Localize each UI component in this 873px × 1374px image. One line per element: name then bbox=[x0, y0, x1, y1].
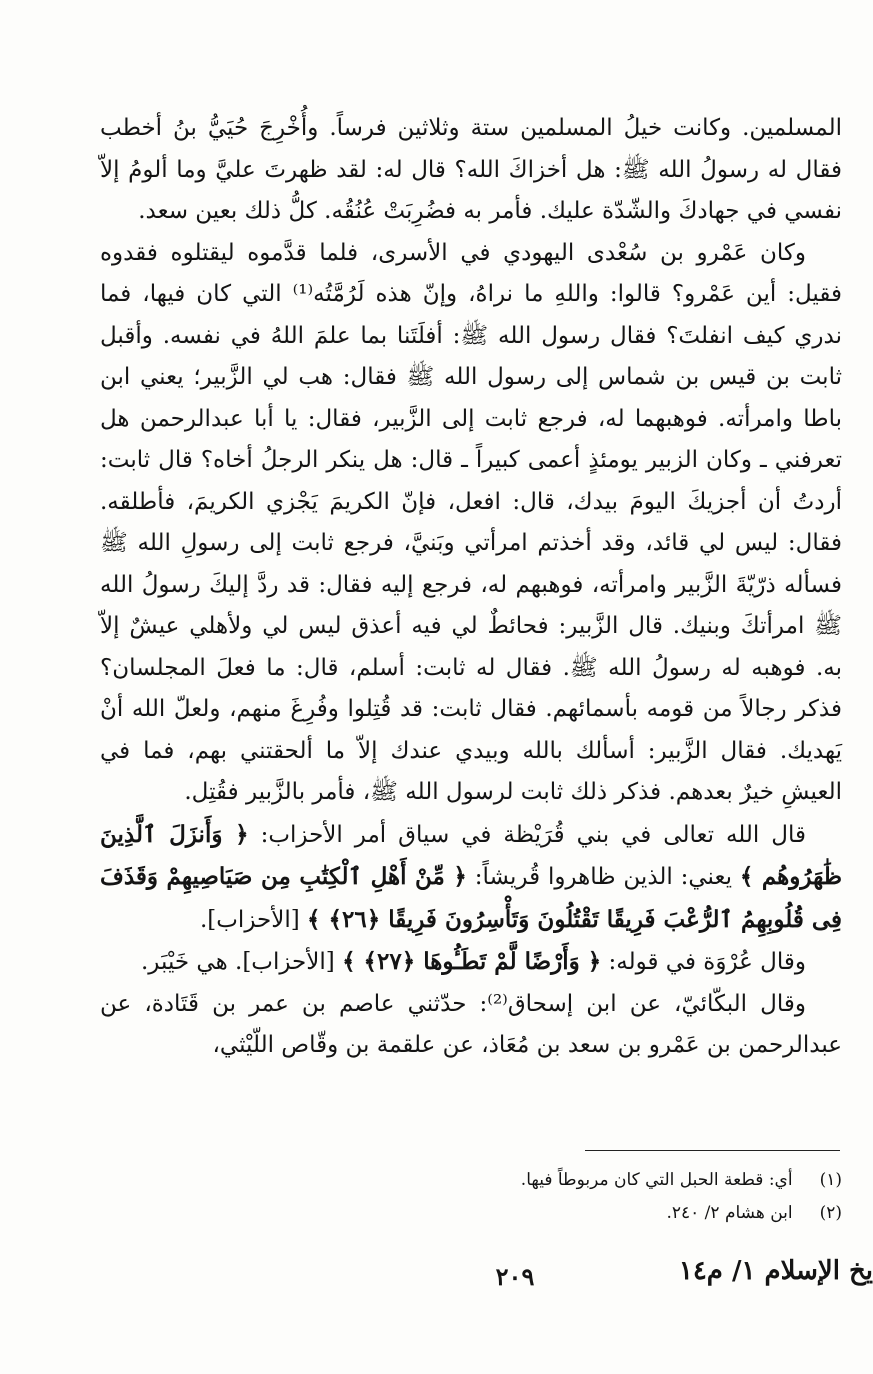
quran-ref: [الأحزاب]. bbox=[200, 906, 300, 933]
paragraph-huyayy: المسلمين. وكانت خيلُ المسلمين ستة وثلاثين فرساً. وأُخْرِجَ حُيَيُّ بنُ أخطب فقال له رسولُ الله ﷺ: هل أخزاكَ الله؟ قال له: لقد ظهرتَ عليَّ وما ألومُ إلاّ نفسي في جهادكَ والشّدّة عليك. فأمر به فضُرِبَتْ عُنُقُه. كلُّ ذلك بعين سعد. bbox=[100, 115, 842, 224]
footnote-divider bbox=[585, 1150, 840, 1151]
footnote-1-text: أي: قطعة الحبل التي كان مربوطاً فيها. bbox=[520, 1170, 793, 1190]
urwa-verse: ﴿ وَأَرْضًا لَّمْ تَطَـُٔوهَا ﴿٢٧﴾ ﴾ bbox=[342, 948, 602, 975]
main-text bbox=[100, 108, 842, 1067]
urwa-ref: [الأحزاب]. هي خَيْبَر. bbox=[141, 949, 335, 975]
paragraph-urwa bbox=[100, 941, 842, 984]
book-signature: يخ الإسلام ١/ م١٤ bbox=[678, 1256, 873, 1286]
footnote-2 bbox=[250, 1197, 842, 1230]
page-number: ٢٠٩ bbox=[495, 1262, 535, 1291]
footnote-1-number: (١) bbox=[819, 1170, 842, 1190]
paragraph-quran-qurayza bbox=[100, 814, 842, 942]
quran-verse-1: ﴿ وَأَنزَلَ ٱلَّذِينَ ظَٰهَرُوهُم ﴾ bbox=[100, 820, 842, 890]
footnote-1 bbox=[250, 1164, 842, 1197]
quran-verse-2: ﴿ مِّنْ أَهْلِ ٱلْكِتَٰبِ مِن صَيَاصِيهِمْ وَقَذَفَ فِى قُلُوبِهِمُ ٱلرُّعْبَ فَرِيقًا تَقْتُلُونَ وَتَأْسِرُونَ فَرِيقًا ﴿٢٦﴾ ﴾ bbox=[100, 863, 842, 933]
footnote-2-text: ابن هشام ٢/ ٢٤٠. bbox=[666, 1203, 793, 1223]
quran-middle: يعني: الذين ظاهروا قُريشاً: bbox=[474, 864, 732, 890]
paragraph-bakkai: وقال البكّائيّ، عن ابن إسحاق⁽²⁾: حدّثني عاصم بن عمر بن قَتَادة، عن عبدالرحمن بن عَمْرو بن سعد بن مُعَاذ، عن علقمة بن وقّاص اللّيْثي، bbox=[100, 990, 842, 1058]
footnote-2-number: (٢) bbox=[819, 1203, 842, 1223]
quran-intro: قال الله تعالى في بني قُرَيْظة في سياق أمر الأحزاب: bbox=[260, 821, 806, 848]
urwa-intro: وقال عُرْوَة في قوله: bbox=[608, 949, 806, 975]
footnotes bbox=[250, 1164, 842, 1230]
paragraph-amr-and-zabir: وكان عَمْرو بن سُعْدى اليهودي في الأسرى، فلما قدَّموه ليقتلوه فقدوه فقيل: أين عَمْرو؟ قالوا: واللهِ ما نراهُ، وإنّ هذه لَرُمَّتُه⁽¹⁾ التي كان فيها، فما ندري كيف انفلتَ؟ فقال رسول الله ﷺ: أفلَتَنا بما علمَ اللهُ في نفسه. وأقبل ثابت بن قيس بن شماس إلى رسول الله ﷺ فقال: هب لي الزَّبير؛ يعني ابن باطا وامرأته. فوهبهما له، فرجع ثابت إلى الزَّبير، فقال: يا أبا عبدالرحمن هل تعرفني ـ وكان الزبير يومئذٍ أعمى كبيراً ـ قال: هل ينكر الرجلُ أخاه؟ قال ثابت: أردتُ أن أجزيكَ اليومَ بيدك، قال: افعل، فإنّ الكريمَ يَجْزي الكريمَ، فأطلقه. فقال: ليس لي قائد، وقد أخذتم امرأتي وبَنيَّ، فرجع ثابت إلى رسولِ الله ﷺ فسأله ذرّيّةَ الزَّبير وامرأته، فوهبهم له، فرجع إليه فقال: قد ردَّ إليكَ رسولُ الله ﷺ امرأتكَ وبنيك. قال الزَّبير: فحائطٌ لي فيه أعذق ليس لي ولأهلي عيشٌ إلاّ به. فوهبه له رسولُ الله ﷺ. فقال له ثابت: أسلم، قال: ما فعلَ المجلسان؟ فذكر رجالاً من قومه بأسمائهم. فقال ثابت: قد قُتِلوا وفُرِغَ منهم، ولعلّ الله أنْ يَهديك. فقال الزَّبير: أسألك بالله وبيدي عندك إلاّ ما ألحقتني بهم، فما في العيشِ خيرٌ بعدهم. فذكر ذلك ثابت لرسول الله ﷺ، فأمر بالزَّبير فقُتِل. bbox=[100, 239, 842, 805]
